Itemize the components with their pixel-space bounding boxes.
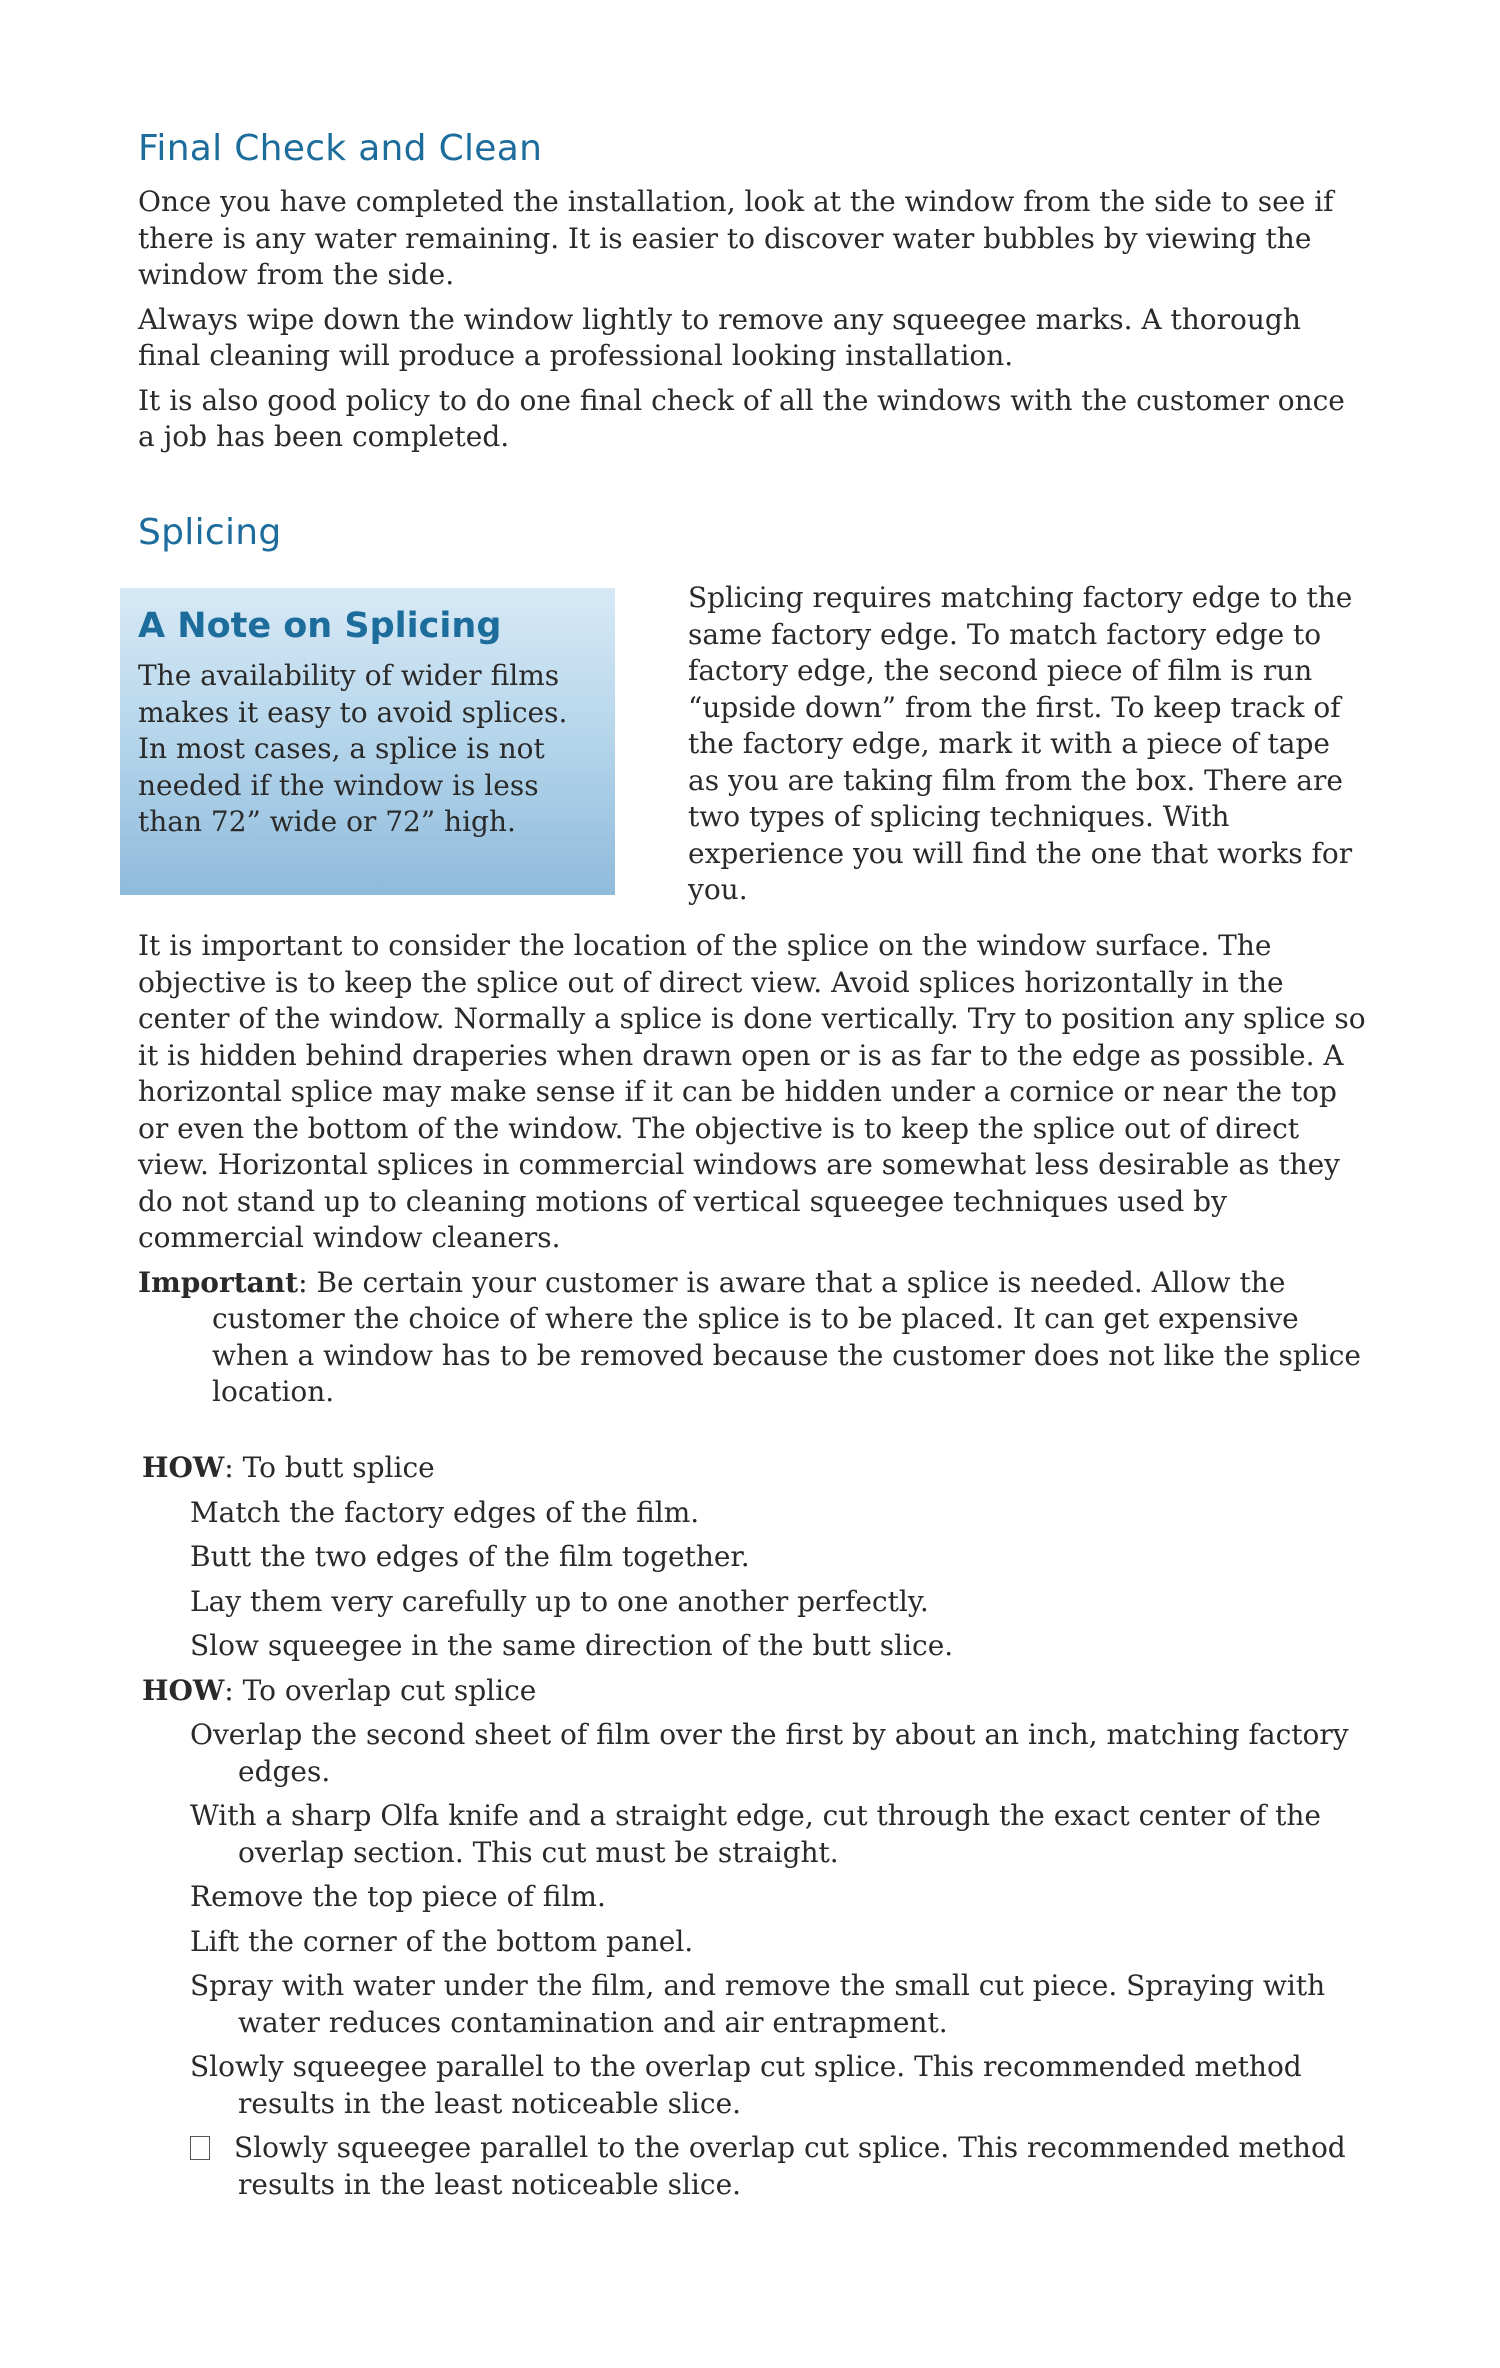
- list-item: Lay them very carefully up to one another perfectly.: [190, 1584, 929, 1618]
- how-heading: [142, 1673, 1372, 1710]
- paragraph: Always wipe down the window lightly to remove any squeegee marks. A thorough final cleaning will produce a professional looking installation.: [138, 302, 1301, 372]
- list-item: Butt the two edges of the film together.: [190, 1540, 750, 1573]
- step-list: [190, 1495, 1372, 1665]
- list-item: Lift the corner of the bottom panel.: [190, 1924, 694, 1958]
- list-item: Slow squeegee in the same direction of the butt slice.: [190, 1629, 954, 1662]
- how-label: HOW: [142, 1451, 225, 1484]
- how-title: : To overlap cut splice: [224, 1673, 537, 1707]
- list-item: Overlap the second sheet of film over the first by about an inch, matching factory edges.: [190, 1718, 1349, 1788]
- important-note: [138, 1265, 1368, 1411]
- list-item: Remove the top piece of film.: [190, 1880, 606, 1913]
- paragraph: It is important to consider the location of the splice on the window surface. The objective is to keep the splice out of direct view. Avoid splices horizontally in the center of the window. Normally a splice is done vertically. Try to position any splice so it is hidden behind draperies when drawn open or is as far to the edge as possible. A horizontal splice may make sense if it can be hidden under a cornice or near the top or even the bottom of the window. The objective is to keep the splice out of direct view. Horizontal splices in commercial windows are somewhat less desirable as they do not stand up to cleaning motions of vertical squeegee techniques used by commercial window cleaners.: [138, 929, 1366, 1254]
- how-label: HOW: [142, 1673, 225, 1707]
- list-item: With a sharp Olfa knife and a straight edge, cut through the exact center of the overlap section. This cut must be straight.: [190, 1799, 1321, 1869]
- important-label: Important: [138, 1265, 299, 1299]
- splicing-intro: [688, 580, 1358, 917]
- splicing-heading: Splicing: [138, 512, 282, 553]
- note-callout-box: [120, 588, 615, 895]
- paragraph: It is also good policy to do one final check of all the windows with the customer once a job has been completed.: [138, 383, 1345, 453]
- paragraph: Splicing requires matching factory edge to the same factory edge. To match factory edge to factory edge, the second piece of film is run “upside down” from the first. To keep track of the factory edge, mark it with a piece of tape as you are taking film from the box. There are two types of splicing techniques. With experience you will find the one that works for you.: [688, 581, 1353, 906]
- list-item: Spray with water under the film, and remove the small cut piece. Spraying with water reduces contamination and air entrapment.: [190, 1969, 1326, 2039]
- list-item: Slowly squeegee parallel to the overlap cut splice. This recommended method results in the least noticeable slice.: [190, 2050, 1302, 2120]
- how-butt-splice: [142, 1450, 1372, 2211]
- missing-glyph-icon: [190, 2136, 210, 2160]
- step-list: [190, 1717, 1372, 2203]
- final-check-heading: Final Check and Clean: [138, 128, 543, 169]
- list-item: Match the factory edges of the film.: [190, 1495, 700, 1529]
- note-body: The availability of wider films makes it easy to avoid splices. In most cases, a splice is not needed if the window is less than 72” wide or 72” high.: [138, 659, 568, 838]
- list-item-text: Slowly squeegee parallel to the overlap cut splice. This recommended method results in the least noticeable slice.: [234, 2131, 1346, 2201]
- paragraph: Once you have completed the installation, look at the window from the side to see if there is any water remaining. It is easier to discover water bubbles by viewing the window from the side.: [138, 185, 1334, 291]
- how-heading: [142, 1450, 1372, 1487]
- list-item: [190, 2130, 1372, 2203]
- final-check-section: [138, 184, 1368, 464]
- important-text: : Be certain your customer is aware that a splice is needed. Allow the customer the choice of where the splice is to be placed. It can get expensive when a window has to be removed because the customer does not like the splice location.: [212, 1265, 1361, 1408]
- how-title: : To butt splice: [224, 1451, 435, 1484]
- splicing-details: [138, 928, 1368, 1419]
- note-title: A Note on Splicing: [138, 606, 502, 646]
